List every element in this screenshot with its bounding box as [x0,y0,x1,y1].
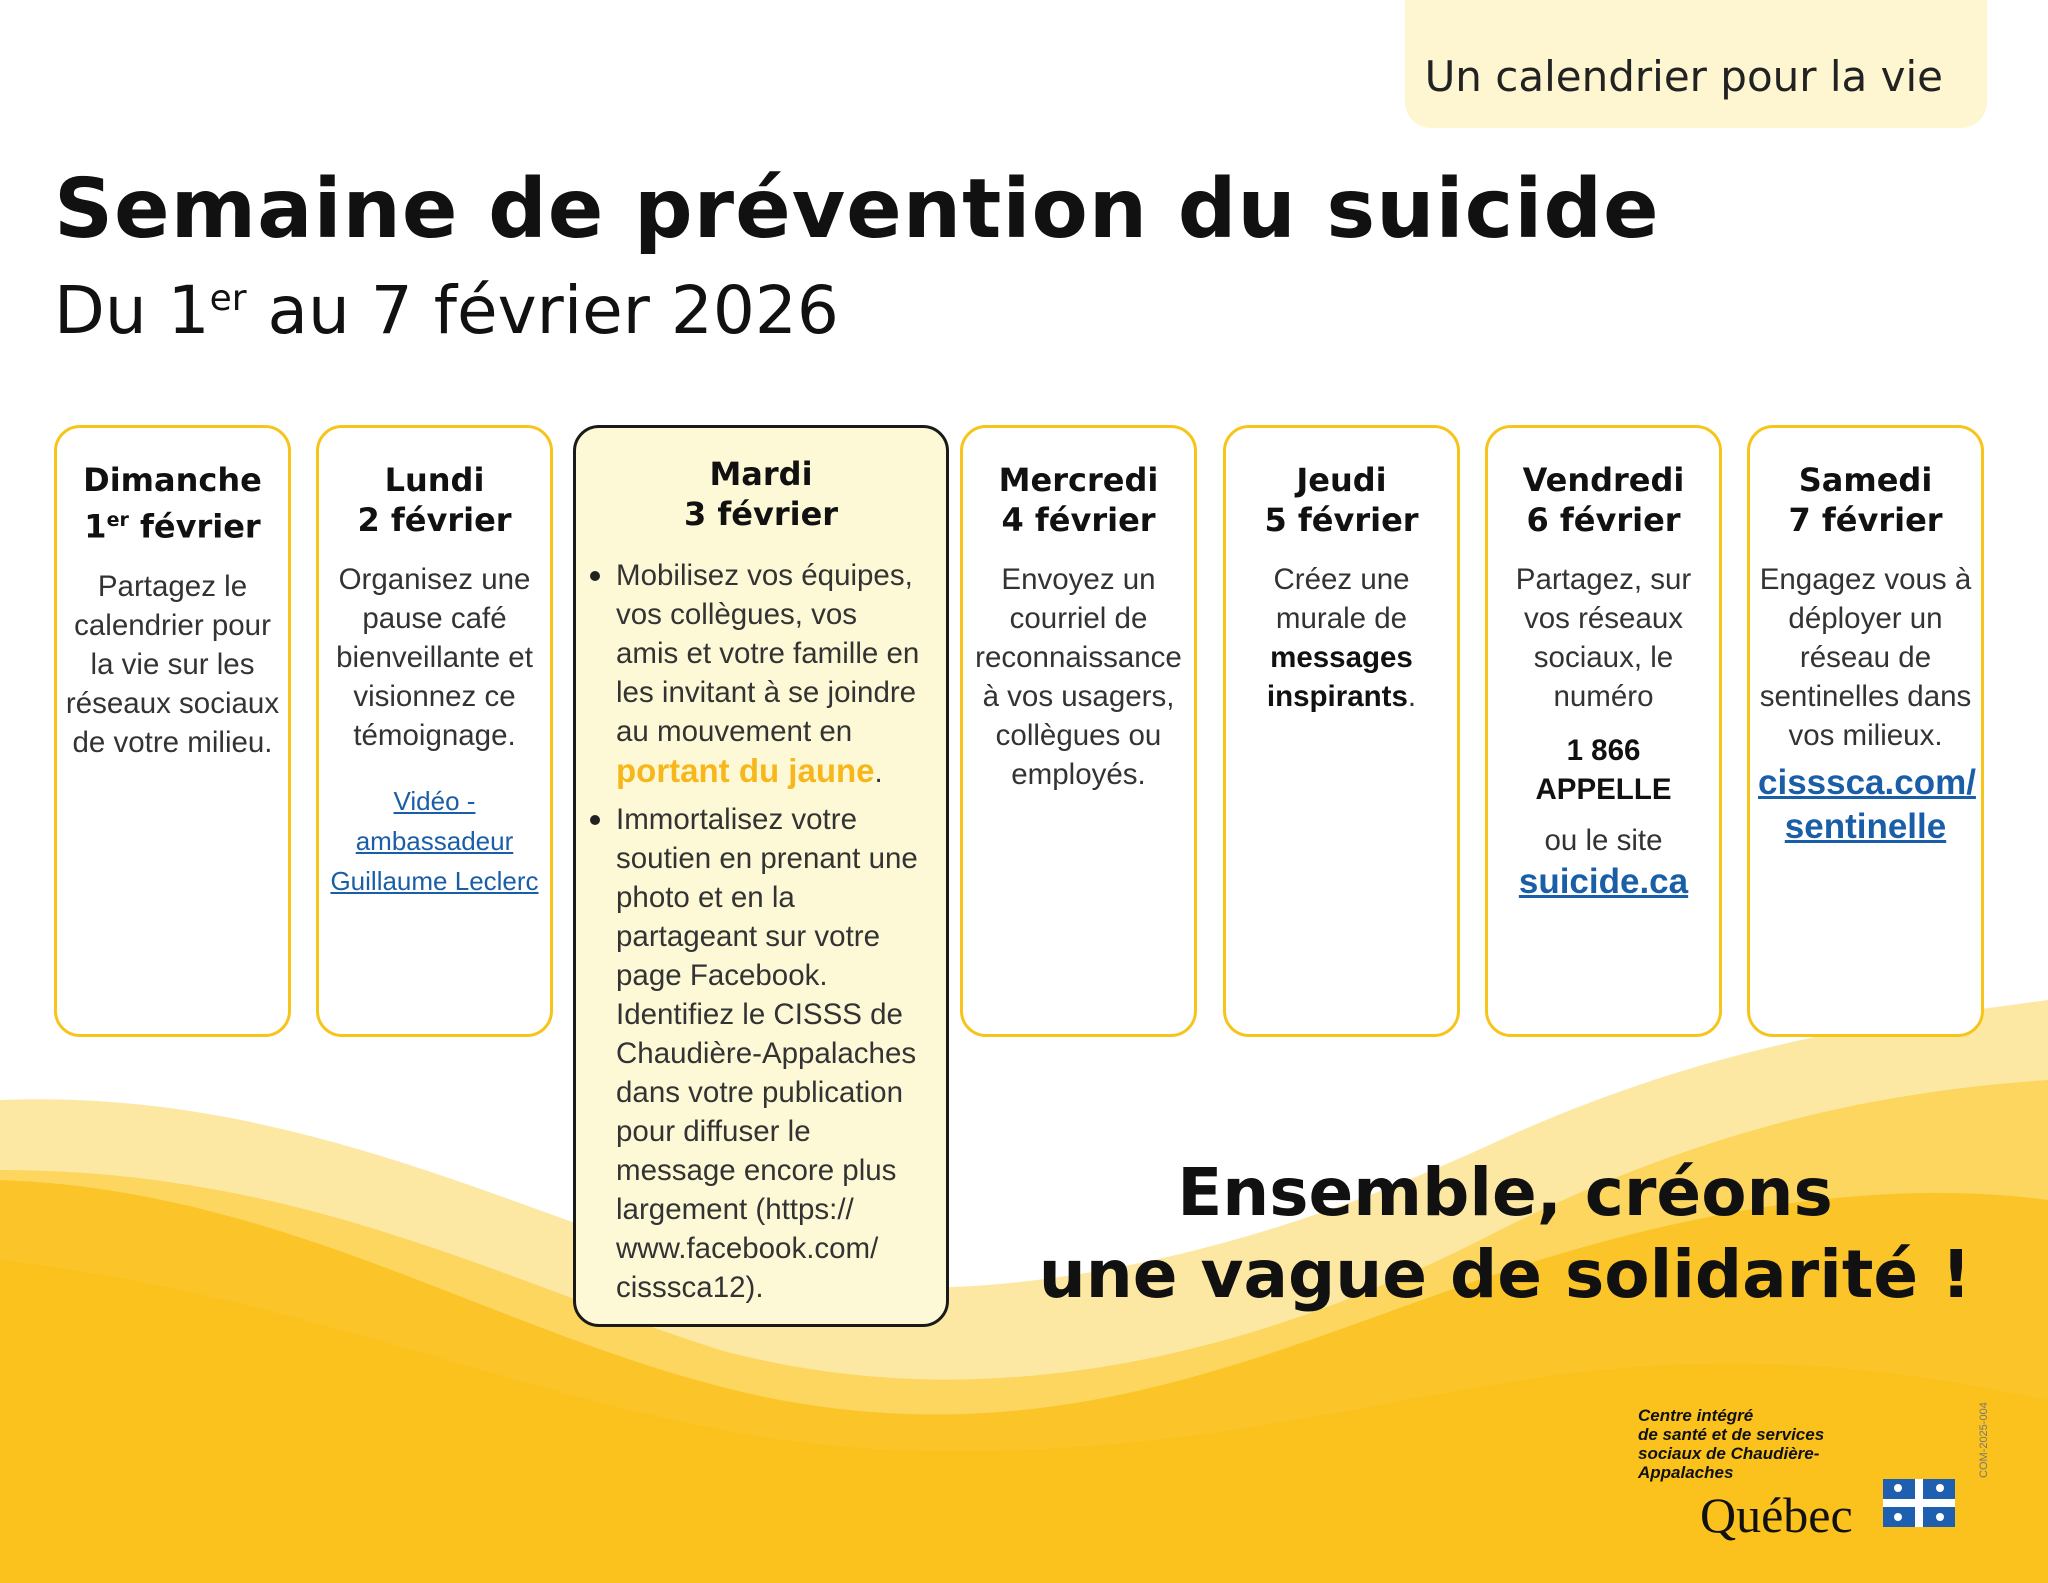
bullet-item: Immortalisez votre soutien en prenant une photo et en la partageant sur votre page Facebook. Identifiez le CISSS de Chaudière-Appalaches dans votre publication pour diffuser le message encore plus largement (https:// www.facebook.com/ cisssca12). [590,800,926,1307]
quebec-wordmark: Québec [1700,1487,1853,1543]
sentinelle-link[interactable]: cisssca.com/ sentinelle [1758,763,1976,846]
day-heading [1750,460,1981,540]
day-name: Vendredi [1522,461,1685,499]
day-name: Lundi [384,461,485,499]
organization-name: Centre intégré de santé et de services sociaux de Chaudière- Appalaches [1638,1406,1825,1482]
day-heading [57,460,288,547]
tagline: Un calendrier pour la vie [1424,52,1943,101]
day-heading [576,454,946,534]
page-subtitle [54,272,839,349]
day-text: Partagez le calendrier pour la vie sur les réseaux sociaux de votre milieu. [65,569,280,759]
day-text: Envoyez un courriel de reconnaissance à vos usagers, collègues ou employés. [975,563,1182,791]
day-date: 7 février [1788,501,1943,539]
day-card-jeudi [1223,425,1460,1037]
day-text: Engagez vous à déployer un réseau de sentinelles dans vos milieux. [1759,563,1972,752]
day-date: 1er février [84,507,261,546]
tagline-box [1405,0,1987,128]
day-card-mardi [573,425,949,1327]
day-date: 4 février [1001,501,1156,539]
day-text: Organisez une pause café bienveillante et visionnez ce témoignage. [336,563,533,752]
day-date: 3 février [683,495,839,533]
day-name: Mercredi [998,461,1159,499]
slogan [1020,1152,1990,1316]
phone-number: 1 866 APPELLE [1535,734,1672,806]
day-date: 6 février [1526,501,1681,539]
subtitle-prefix: Du 1 [54,272,210,349]
day-card-samedi [1747,425,1984,1037]
day-heading [963,460,1194,540]
page-title: Semaine de prévention du suicide [54,162,1660,257]
day-card-mercredi [960,425,1197,1037]
day-text: Partagez, sur vos réseaux sociaux, le numéro 1 866 APPELLE ou le site suicide.ca [1496,560,1711,904]
suicide-ca-link[interactable]: suicide.ca [1518,862,1689,901]
day-date: 5 février [1264,501,1419,539]
day-date: 2 février [357,501,512,539]
slogan-line1: Ensemble, créons [1177,1154,1833,1231]
slogan-line2: une vague de solidarité ! [1038,1236,1972,1313]
day-name: Jeudi [1296,461,1387,499]
quebec-flag-icon [1883,1479,1955,1527]
bullet-item: Mobilisez vos équipes, vos collègues, vos amis et votre famille en les invitant à se joindre au mouvement en portant du jaune. [590,556,926,792]
day-card-dimanche [54,425,291,1037]
day-card-lundi [316,425,553,1037]
day-heading [319,460,550,540]
video-link[interactable]: Vidéo - ambassadeur Guillaume Leclerc [330,786,539,896]
bullet-list [590,556,926,1307]
highlight-text: portant du jaune [616,752,875,789]
day-name: Samedi [1798,461,1933,499]
day-heading [1488,460,1719,540]
day-heading [1226,460,1457,540]
day-card-vendredi [1485,425,1722,1037]
day-name: Dimanche [83,461,262,499]
day-name: Mardi [709,455,813,493]
subtitle-rest: au 7 février 2026 [246,272,839,349]
document-code: COM-2025-004 [1978,1402,1990,1478]
subtitle-sup: er [209,278,247,319]
day-text: Créez une murale de messages inspirants. [1266,563,1417,713]
